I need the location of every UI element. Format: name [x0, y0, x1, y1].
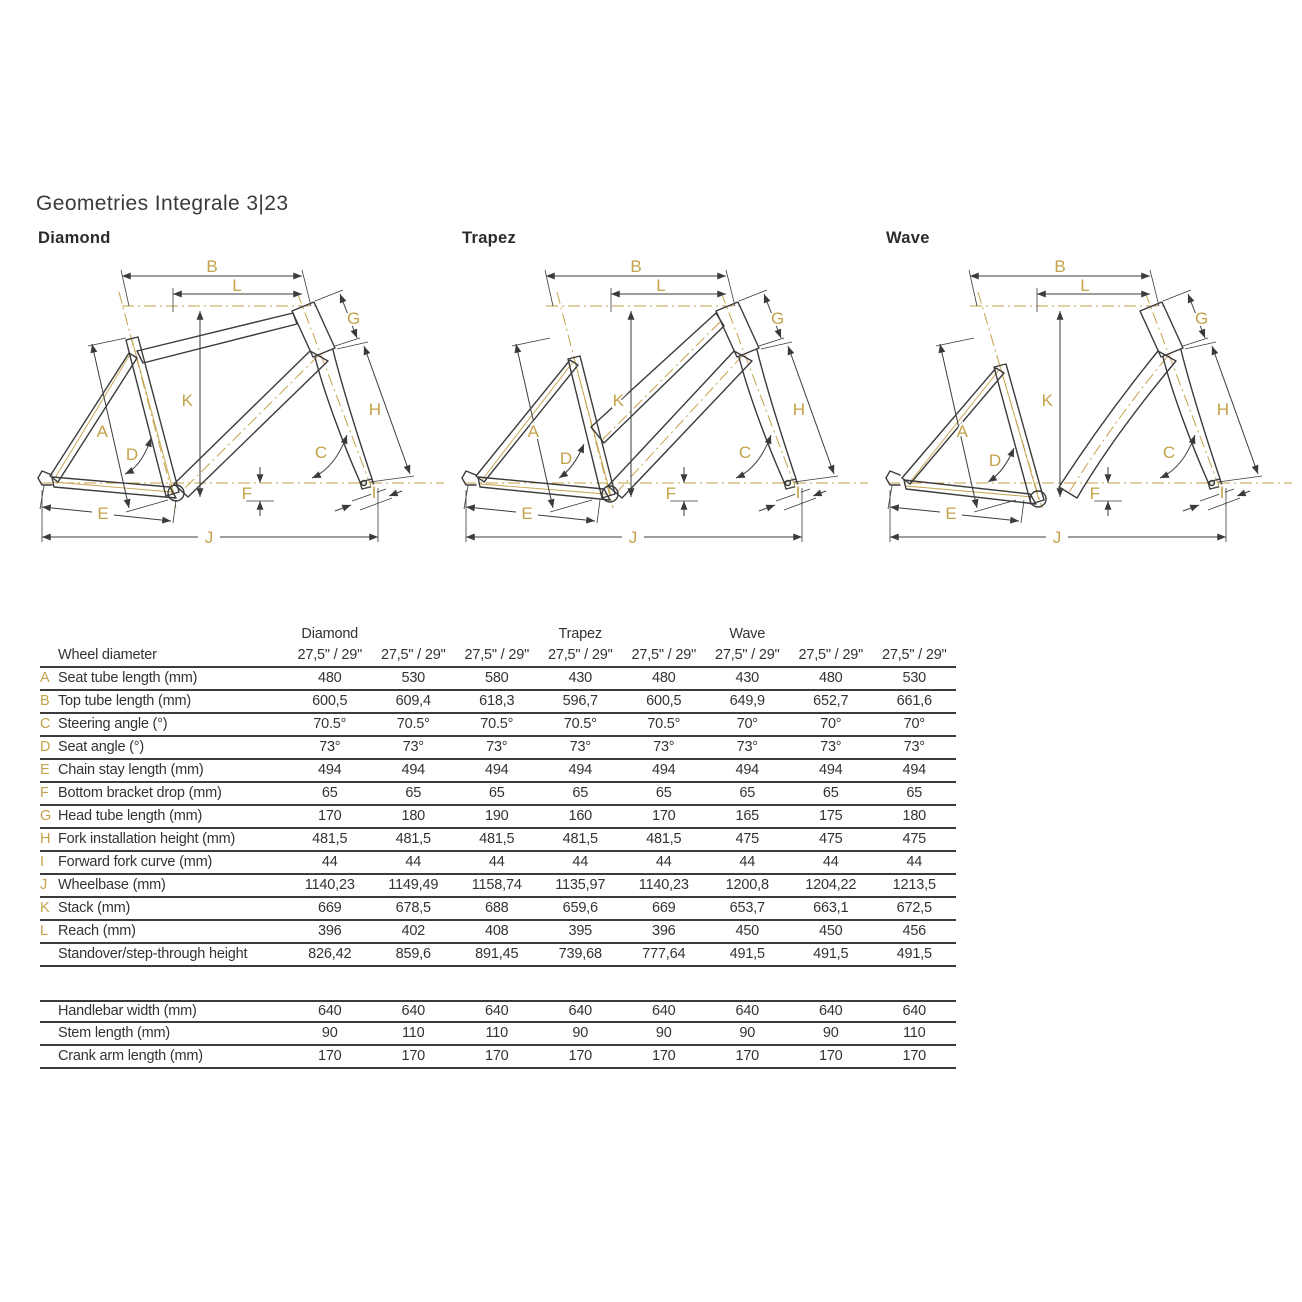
table-row	[40, 1023, 956, 1046]
diagram-block-wave	[878, 229, 1302, 554]
value-cell: 396	[317, 923, 342, 940]
row-letter: H	[40, 831, 51, 848]
value-cell: 65	[739, 785, 756, 802]
table-row	[40, 1046, 956, 1069]
dim-label-F: F	[241, 484, 252, 503]
value-cell: 395	[568, 923, 593, 940]
row-letter: J	[40, 877, 48, 894]
dim-label-I: I	[795, 483, 801, 502]
value-cell: 70.5°	[313, 716, 347, 733]
dim-label-E: E	[945, 504, 957, 523]
value-cell: 44	[655, 854, 672, 871]
value-cell: 165	[735, 808, 760, 825]
row-label	[40, 1026, 288, 1041]
dim-label-E: E	[97, 504, 109, 523]
value-cell: 44	[906, 854, 923, 871]
dim-label-A: A	[96, 422, 108, 441]
value-cell: 70.5°	[480, 716, 514, 733]
table-row	[40, 944, 956, 967]
table-row	[40, 691, 956, 714]
value-cell: 90	[321, 1025, 338, 1042]
value-cell: 596,7	[562, 693, 598, 710]
value-cell: 891,45	[475, 946, 519, 963]
dim-label-C: C	[314, 443, 328, 462]
row-label	[40, 786, 288, 801]
value-cell: 640	[735, 1003, 760, 1020]
value-cell: 65	[572, 785, 589, 802]
value-cell: 170	[484, 1048, 509, 1065]
row-label	[40, 947, 288, 962]
diamond-frame-diagram	[30, 254, 454, 554]
row-label	[40, 694, 288, 709]
wheel-size-cell: 27,5" / 29"	[881, 647, 947, 664]
dim-label-L: L	[1080, 276, 1090, 295]
value-cell: 669	[651, 900, 676, 917]
value-cell: 65	[321, 785, 338, 802]
value-cell: 73°	[903, 739, 925, 756]
row-label-text: Bottom bracket drop (mm)	[58, 785, 222, 802]
value-cell: 1135,97	[555, 877, 606, 894]
row-label	[40, 1004, 288, 1019]
value-cell: 65	[822, 785, 839, 802]
value-cell: 180	[902, 808, 927, 825]
value-cell: 481,5	[395, 831, 431, 848]
value-cell: 600,5	[312, 693, 348, 710]
value-cell: 1140,23	[304, 877, 355, 894]
row-label-text: Steering angle (°)	[58, 716, 168, 733]
dim-label-F: F	[1089, 484, 1100, 503]
value-cell: 170	[651, 1048, 676, 1065]
row-letter: B	[40, 693, 50, 710]
group-header-trapez: Trapez	[558, 626, 602, 643]
diagram-title-diamond: Diamond	[38, 229, 111, 247]
value-cell: 640	[317, 1003, 342, 1020]
wheel-size-cell: 27,5" / 29"	[547, 647, 613, 664]
value-cell: 481,5	[562, 831, 598, 848]
value-cell: 859,6	[395, 946, 431, 963]
dim-label-A: A	[956, 422, 968, 441]
value-cell: 44	[822, 854, 839, 871]
row-label	[40, 648, 288, 663]
value-cell: 90	[739, 1025, 756, 1042]
value-cell: 65	[655, 785, 672, 802]
dim-label-D: D	[125, 445, 139, 464]
page-title: Geometries Integrale 3|23	[36, 192, 289, 215]
value-cell: 640	[818, 1003, 843, 1020]
dim-label-F: F	[665, 484, 676, 503]
diagram-block-trapez	[454, 229, 878, 554]
value-cell: 1213,5	[892, 877, 936, 894]
value-cell: 652,7	[813, 693, 849, 710]
dim-label-J: J	[628, 528, 638, 547]
value-cell: 170	[317, 1048, 342, 1065]
dim-label-G: G	[347, 309, 361, 328]
row-letter: I	[40, 854, 44, 871]
value-cell: 609,4	[395, 693, 431, 710]
group-header-diamond: Diamond	[301, 626, 359, 643]
table-row	[40, 875, 956, 898]
value-cell: 180	[401, 808, 426, 825]
row-label-text: Seat tube length (mm)	[58, 670, 198, 687]
value-cell: 110	[485, 1025, 509, 1042]
table-row	[40, 714, 956, 737]
value-cell: 475	[735, 831, 760, 848]
dim-label-D: D	[559, 449, 573, 468]
dim-label-K: K	[612, 391, 624, 410]
value-cell: 73°	[402, 739, 424, 756]
value-cell: 669	[317, 900, 342, 917]
value-cell: 70°	[736, 716, 758, 733]
table-row	[40, 921, 956, 944]
value-cell: 481,5	[312, 831, 348, 848]
value-cell: 640	[651, 1003, 676, 1020]
dim-label-I: I	[1219, 483, 1225, 502]
value-cell: 190	[484, 808, 509, 825]
dim-label-E: E	[521, 504, 533, 523]
dim-label-G: G	[771, 309, 785, 328]
row-label	[40, 924, 288, 939]
diagram-title-wave: Wave	[886, 229, 930, 247]
dim-label-J: J	[1052, 528, 1062, 547]
row-letter: K	[40, 900, 50, 917]
value-cell: 170	[401, 1048, 426, 1065]
row-label	[40, 855, 288, 870]
row-letter: D	[40, 739, 51, 756]
value-cell: 160	[568, 808, 593, 825]
row-label-text: Crank arm length (mm)	[58, 1048, 203, 1065]
dim-label-D: D	[988, 451, 1002, 470]
value-cell: 494	[818, 762, 843, 779]
dim-label-K: K	[1041, 391, 1053, 410]
table-row	[40, 737, 956, 760]
value-cell: 456	[902, 923, 927, 940]
value-cell: 1140,23	[638, 877, 689, 894]
value-cell: 826,42	[308, 946, 352, 963]
value-cell: 494	[484, 762, 509, 779]
row-letter: A	[40, 670, 50, 687]
value-cell: 494	[401, 762, 426, 779]
value-cell: 494	[902, 762, 927, 779]
value-cell: 481,5	[646, 831, 682, 848]
row-letter: L	[40, 923, 48, 940]
dim-label-B: B	[206, 257, 218, 276]
dim-label-A: A	[527, 422, 539, 441]
value-cell: 44	[321, 854, 338, 871]
value-cell: 1200,8	[725, 877, 769, 894]
value-cell: 494	[317, 762, 342, 779]
value-cell: 1204,22	[805, 877, 857, 894]
value-cell: 408	[484, 923, 509, 940]
value-cell: 70°	[903, 716, 925, 733]
row-label-text: Standover/step-through height	[58, 946, 248, 963]
value-cell: 450	[735, 923, 760, 940]
row-letter: G	[40, 808, 52, 825]
value-cell: 70.5°	[563, 716, 597, 733]
row-label	[40, 717, 288, 732]
value-cell: 70°	[820, 716, 842, 733]
table-row	[40, 829, 956, 852]
value-cell: 494	[651, 762, 676, 779]
wave-frame-diagram	[878, 254, 1302, 554]
value-cell: 491,5	[729, 946, 765, 963]
row-label	[40, 763, 288, 778]
wheel-size-cell: 27,5" / 29"	[714, 647, 780, 664]
row-label-text: Top tube length (mm)	[58, 693, 192, 710]
value-cell: 70.5°	[647, 716, 681, 733]
dim-label-B: B	[1054, 257, 1066, 276]
dim-label-H: H	[368, 400, 381, 419]
row-letter: C	[40, 716, 51, 733]
value-cell: 678,5	[395, 900, 431, 917]
bike-frame-drawing-wave	[878, 254, 1302, 554]
table-row	[40, 1000, 956, 1023]
row-label-text: Wheel diameter	[58, 647, 157, 664]
value-cell: 618,3	[479, 693, 515, 710]
row-label	[40, 1049, 288, 1064]
dim-label-I: I	[371, 483, 377, 502]
value-cell: 600,5	[646, 693, 682, 710]
dim-label-H: H	[792, 400, 805, 419]
row-label-text: Chain stay length (mm)	[58, 762, 204, 779]
row-label	[40, 901, 288, 916]
value-cell: 649,9	[729, 693, 765, 710]
row-label-text: Head tube length (mm)	[58, 808, 203, 825]
wheel-size-cell: 27,5" / 29"	[380, 647, 446, 664]
wheel-size-cell: 27,5" / 29"	[798, 647, 864, 664]
value-cell: 170	[902, 1048, 927, 1065]
value-cell: 170	[568, 1048, 593, 1065]
trapez-frame-diagram	[454, 254, 878, 554]
value-cell: 170	[651, 808, 676, 825]
dim-label-L: L	[656, 276, 666, 295]
value-cell: 530	[902, 670, 927, 687]
value-cell: 44	[488, 854, 505, 871]
row-label-text: Seat angle (°)	[58, 739, 145, 756]
table-row	[40, 668, 956, 691]
value-cell: 480	[317, 670, 342, 687]
table-gap	[40, 967, 956, 1000]
value-cell: 661,6	[896, 693, 932, 710]
value-cell: 640	[902, 1003, 927, 1020]
value-cell: 430	[735, 670, 760, 687]
table-row	[40, 806, 956, 829]
value-cell: 65	[488, 785, 505, 802]
row-label-text: Forward fork curve (mm)	[58, 854, 213, 871]
row-label	[40, 809, 288, 824]
value-cell: 44	[572, 854, 589, 871]
value-cell: 481,5	[479, 831, 515, 848]
value-cell: 65	[405, 785, 422, 802]
value-cell: 396	[651, 923, 676, 940]
row-label-text: Reach (mm)	[58, 923, 136, 940]
value-cell: 90	[572, 1025, 589, 1042]
wheel-size-cell: 27,5" / 29"	[464, 647, 530, 664]
value-cell: 494	[568, 762, 593, 779]
value-cell: 653,7	[729, 900, 765, 917]
row-label-text: Handlebar width (mm)	[58, 1003, 197, 1020]
value-cell: 777,64	[642, 946, 686, 963]
dim-label-K: K	[181, 391, 193, 410]
value-cell: 65	[906, 785, 923, 802]
value-cell: 73°	[820, 739, 842, 756]
value-cell: 110	[401, 1025, 425, 1042]
value-cell: 73°	[653, 739, 675, 756]
value-cell: 430	[568, 670, 593, 687]
value-cell: 402	[401, 923, 426, 940]
geometry-table	[40, 624, 956, 1069]
value-cell: 739,68	[558, 946, 602, 963]
value-cell: 475	[902, 831, 927, 848]
row-letter: E	[40, 762, 50, 779]
wheel-size-cell: 27,5" / 29"	[631, 647, 697, 664]
value-cell: 73°	[736, 739, 758, 756]
value-cell: 110	[902, 1025, 926, 1042]
value-cell: 688	[484, 900, 509, 917]
value-cell: 170	[735, 1048, 760, 1065]
table-row	[40, 645, 956, 668]
value-cell: 480	[651, 670, 676, 687]
value-cell: 659,6	[562, 900, 598, 917]
value-cell: 1158,74	[471, 877, 522, 894]
wheel-size-cell: 27,5" / 29"	[297, 647, 363, 664]
row-label	[40, 832, 288, 847]
value-cell: 640	[484, 1003, 509, 1020]
value-cell: 640	[401, 1003, 426, 1020]
diagram-title-trapez: Trapez	[462, 229, 517, 247]
row-label-text: Wheelbase (mm)	[58, 877, 166, 894]
value-cell: 73°	[319, 739, 341, 756]
value-cell: 640	[568, 1003, 593, 1020]
value-cell: 491,5	[813, 946, 849, 963]
row-label	[40, 671, 288, 686]
value-cell: 530	[401, 670, 426, 687]
value-cell: 73°	[569, 739, 591, 756]
table-row	[40, 783, 956, 806]
table-row	[40, 624, 956, 645]
value-cell: 450	[818, 923, 843, 940]
row-letter: F	[40, 785, 49, 802]
value-cell: 1149,49	[388, 877, 439, 894]
dim-label-C: C	[738, 443, 752, 462]
dim-label-H: H	[1216, 400, 1229, 419]
value-cell: 90	[655, 1025, 672, 1042]
value-cell: 494	[735, 762, 760, 779]
row-label-text: Stem length (mm)	[58, 1025, 171, 1042]
value-cell: 580	[484, 670, 509, 687]
dim-label-G: G	[1195, 309, 1209, 328]
value-cell: 480	[818, 670, 843, 687]
table-row	[40, 760, 956, 783]
value-cell: 475	[818, 831, 843, 848]
value-cell: 663,1	[813, 900, 849, 917]
row-label	[40, 740, 288, 755]
group-header-wave: Wave	[729, 626, 766, 643]
diagram-row	[30, 229, 1302, 554]
dim-label-B: B	[630, 257, 642, 276]
bike-frame-drawing-diamond	[30, 254, 454, 554]
row-label-text: Stack (mm)	[58, 900, 131, 917]
value-cell: 44	[405, 854, 422, 871]
dim-label-J: J	[204, 528, 214, 547]
row-label-text: Fork installation height (mm)	[58, 831, 236, 848]
table-row	[40, 898, 956, 921]
bike-frame-drawing-trapez	[454, 254, 878, 554]
value-cell: 70.5°	[396, 716, 430, 733]
value-cell: 90	[822, 1025, 839, 1042]
row-label	[40, 878, 288, 893]
value-cell: 170	[317, 808, 342, 825]
value-cell: 44	[739, 854, 756, 871]
value-cell: 491,5	[896, 946, 932, 963]
value-cell: 175	[818, 808, 843, 825]
table-row	[40, 852, 956, 875]
diagram-block-diamond	[30, 229, 454, 554]
value-cell: 672,5	[896, 900, 932, 917]
value-cell: 170	[818, 1048, 843, 1065]
dim-label-L: L	[232, 276, 242, 295]
dim-label-C: C	[1162, 443, 1176, 462]
value-cell: 73°	[486, 739, 508, 756]
